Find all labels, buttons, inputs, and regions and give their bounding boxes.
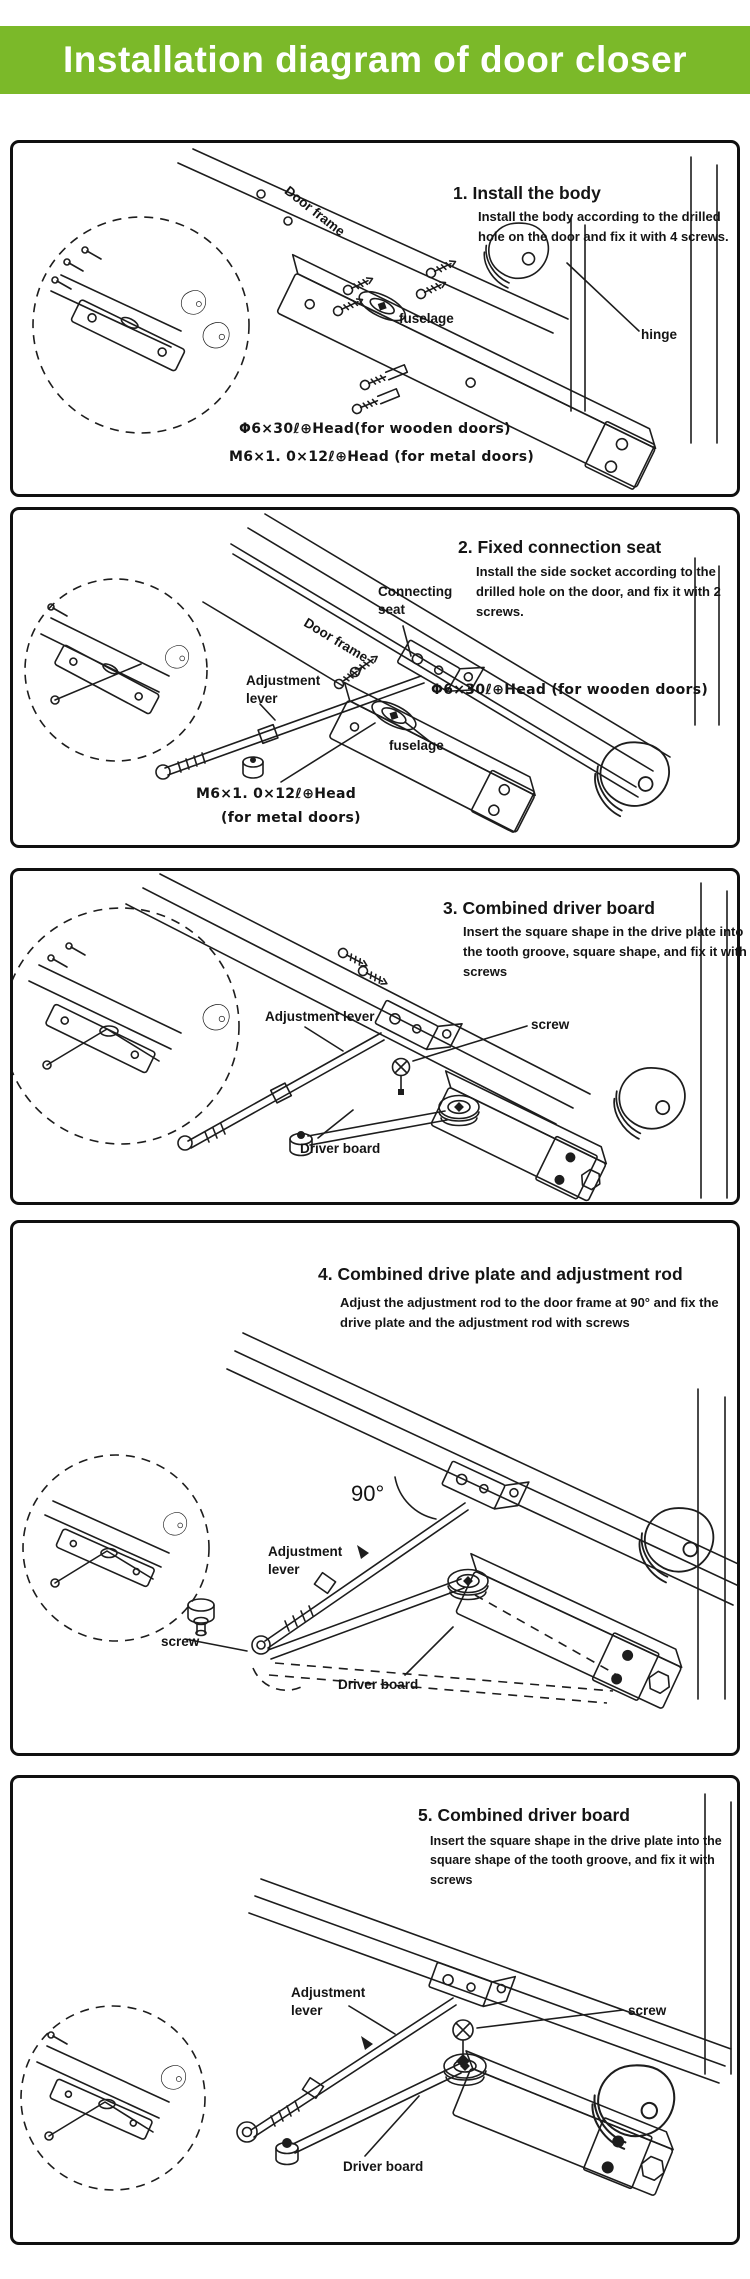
door-edge-lines bbox=[698, 1389, 725, 1699]
label-door-frame: Door frame bbox=[301, 615, 371, 665]
angle-arc bbox=[395, 1477, 436, 1519]
screw-glyph bbox=[415, 279, 447, 300]
label-adjustment-lever: Adjustment lever bbox=[265, 1009, 375, 1024]
driver-board-arm bbox=[293, 2064, 461, 2153]
drill-hole bbox=[257, 190, 265, 198]
anchor-stud bbox=[243, 757, 263, 778]
label-adjustment-lever: Adjustment lever bbox=[268, 1544, 343, 1577]
hinge-cover bbox=[602, 1054, 694, 1150]
step-4-desc: Adjust the adjustment rod to the door frame at 90° and fix the drive plate and the adjustment rod with screws bbox=[340, 1295, 719, 1331]
driver-board-arm bbox=[308, 1111, 447, 1145]
detail-mechanism bbox=[29, 943, 229, 1073]
step-4-title: 4. Combined drive plate and adjustment rod bbox=[318, 1264, 683, 1284]
label-driver-board: Driver board bbox=[338, 1677, 419, 1692]
anchor-screw-glyph bbox=[351, 388, 399, 415]
panel-step-4 bbox=[10, 1220, 740, 1756]
spec-metal-leader-line bbox=[281, 723, 375, 782]
label-hinge: hinge bbox=[641, 327, 677, 342]
step-3-title: 3. Combined driver board bbox=[443, 898, 655, 918]
hinge-leader-line bbox=[567, 263, 639, 331]
screw-leader-line bbox=[477, 2010, 623, 2028]
hinge-cover bbox=[580, 2051, 684, 2160]
door-closer-body bbox=[441, 2051, 678, 2198]
step-1-illustration bbox=[13, 143, 737, 494]
step-2-title: 2. Fixed connection seat bbox=[458, 537, 662, 557]
label-screw: screw bbox=[161, 1634, 200, 1649]
connecting-seat-bracket bbox=[375, 988, 462, 1058]
panel-step-1 bbox=[10, 140, 740, 497]
page-title: Installation diagram of door closer bbox=[63, 39, 687, 80]
label-fuselage: fuselage bbox=[399, 311, 454, 326]
step-2-desc: Install the side socket according to the drilled hole on the door, and fix it with 2 screws. bbox=[476, 564, 721, 620]
step-1-desc: Install the body according to the drilled hole on the door and fix it with 4 screws. bbox=[478, 209, 729, 245]
drill-hole bbox=[284, 217, 292, 225]
screw-head-glyph bbox=[393, 1059, 410, 1096]
detail-mechanism bbox=[37, 2032, 186, 2140]
label-screw-spec-metal: M6×1. 0×12ℓ⊕Head (for metal doors) bbox=[229, 449, 535, 465]
label-door-frame: Door frame bbox=[281, 183, 348, 240]
step-2-illustration bbox=[13, 510, 737, 845]
label-driver-board: Driver board bbox=[300, 1141, 381, 1156]
screw-standing-glyph bbox=[188, 1599, 214, 1636]
elbow-ball-joint-center bbox=[243, 2128, 252, 2137]
elbow-ball-joint bbox=[252, 1636, 270, 1654]
adjustment-lever-leader-line bbox=[305, 1027, 343, 1051]
label-angle-90: 90° bbox=[351, 1481, 385, 1506]
panel-step-5 bbox=[10, 1775, 740, 2245]
label-connecting-seat: Connecting seat bbox=[378, 584, 453, 617]
label-fuselage: fuselage bbox=[389, 738, 444, 753]
panel-step-2 bbox=[10, 507, 740, 848]
door-closer-body bbox=[420, 1071, 614, 1202]
header-banner bbox=[0, 26, 750, 94]
door-closer-body bbox=[444, 1554, 687, 1712]
label-adjustment-lever: Adjustment lever bbox=[246, 673, 321, 706]
driver-board-leader-line bbox=[318, 1110, 353, 1138]
driver-board-leader-line bbox=[405, 1627, 453, 1675]
label-adjustment-lever: Adjustment lever bbox=[291, 1985, 366, 2018]
detail-balloon-circle bbox=[33, 217, 249, 433]
step-1-title: 1. Install the body bbox=[453, 183, 601, 203]
detail-mechanism bbox=[45, 1501, 187, 1587]
step-5-desc: Insert the square shape in the drive plate into the square shape of the tooth groove, and fix it with screws bbox=[430, 1834, 722, 1887]
rod-arrow-marker bbox=[361, 2036, 373, 2050]
step-5-title: 5. Combined driver board bbox=[418, 1805, 630, 1825]
label-driver-board: Driver board bbox=[343, 2159, 424, 2174]
step-3-desc: Insert the square shape in the drive plate into the tooth groove, square shape, and fix it with screws bbox=[463, 924, 747, 980]
elbow-ball-joint-center bbox=[257, 1641, 265, 1649]
detail-mechanism bbox=[51, 247, 229, 372]
elbow-ball-joint bbox=[237, 2122, 257, 2142]
panel-step-3 bbox=[10, 868, 747, 1205]
anchor-screw-glyph bbox=[359, 364, 407, 391]
label-screw: screw bbox=[628, 2003, 667, 2018]
label-screw-spec-wooden: Φ6×30ℓ⊕Head (for wooden doors) bbox=[431, 682, 709, 698]
rod-ball-end bbox=[178, 1136, 192, 1150]
hinge-cover bbox=[582, 728, 679, 828]
rod-ball-end bbox=[156, 765, 170, 779]
connecting-seat-bracket bbox=[442, 1449, 529, 1517]
label-screw-spec-metal-note: (for metal doors) bbox=[221, 810, 361, 826]
screw-glyph bbox=[357, 965, 389, 988]
arm-ball-stud bbox=[276, 2138, 298, 2165]
adjustment-lever-rod bbox=[188, 1033, 384, 1148]
detail-mechanism bbox=[41, 604, 189, 715]
label-screw-spec-metal: M6×1. 0×12ℓ⊕Head bbox=[196, 786, 357, 802]
label-screw-spec-wooden: Φ6×30ℓ⊕Head(for wooden doors) bbox=[239, 421, 511, 437]
label-screw: screw bbox=[531, 1017, 570, 1032]
detail-balloon-circle bbox=[23, 1455, 209, 1641]
